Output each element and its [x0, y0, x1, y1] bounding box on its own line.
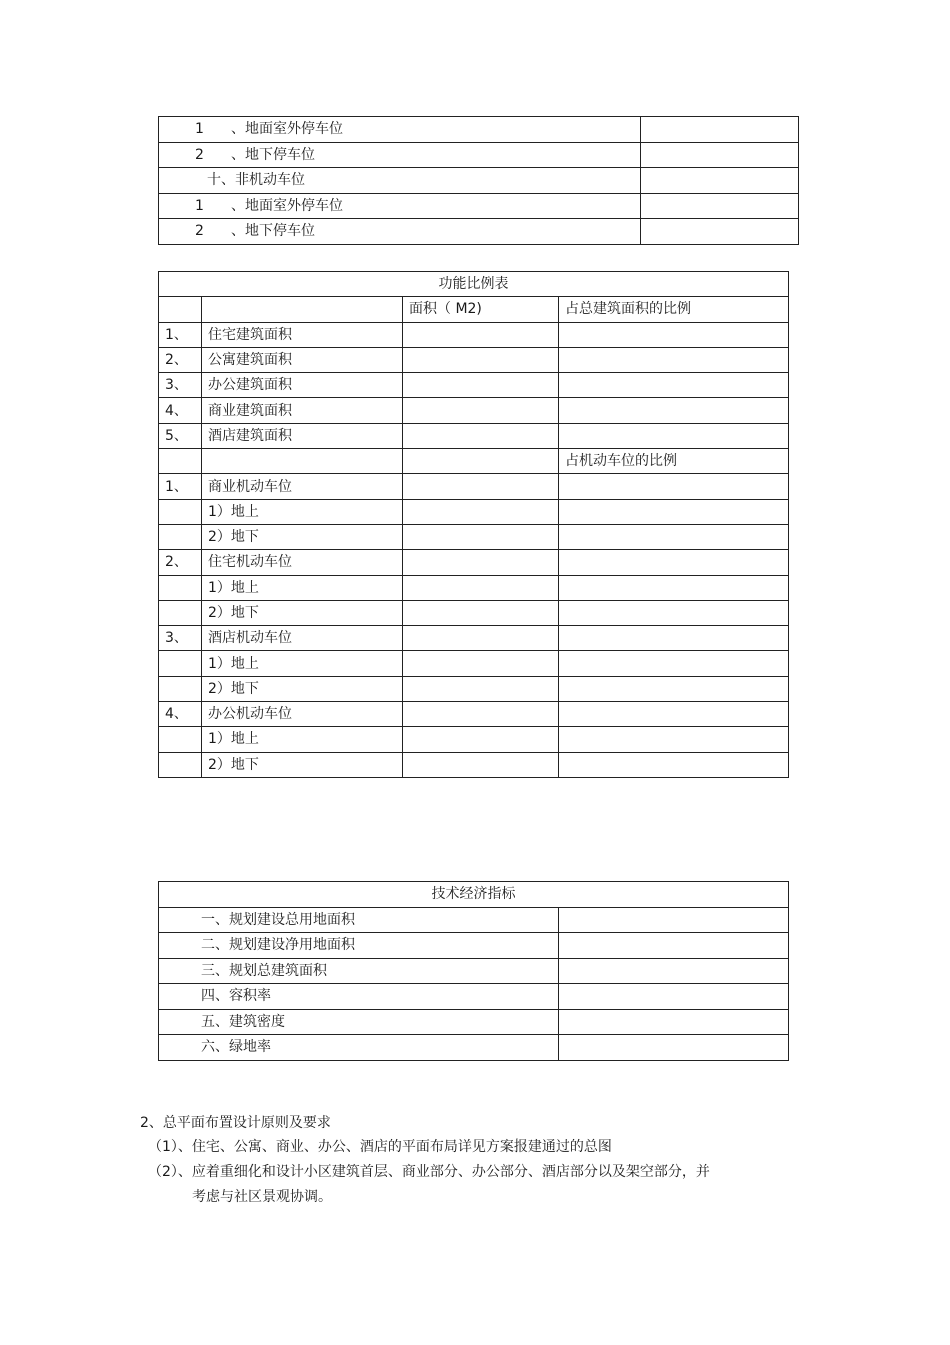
ratio-cell: [559, 550, 789, 575]
row-label: 2）地下: [202, 600, 403, 625]
row-label: 六、绿地率: [159, 1035, 559, 1061]
paragraph-item-2-continued: 考虑与社区景观协调。: [192, 1189, 332, 1205]
row-number: 2、: [159, 550, 202, 575]
row-number: 4、: [159, 398, 202, 423]
table-row: [159, 1035, 789, 1061]
table-cell: [641, 142, 799, 168]
ratio-cell: [559, 474, 789, 499]
row-number: [159, 499, 202, 524]
table-row: [159, 142, 799, 168]
table-title: 技术经济指标: [159, 882, 789, 908]
ratio-cell: [559, 575, 789, 600]
area-cell: [403, 651, 559, 676]
ratio-cell: [559, 499, 789, 524]
row-label: 一、规划建设总用地面积: [159, 907, 559, 933]
row-label: 、地面室外停车位: [231, 121, 343, 138]
area-cell: [403, 575, 559, 600]
header-cell: 占总建筑面积的比例: [559, 297, 789, 322]
table-row: [159, 550, 789, 575]
ratio-cell: [559, 398, 789, 423]
row-number: 3、: [159, 373, 202, 398]
row-label: 商业机动车位: [202, 474, 403, 499]
header-cell: [159, 449, 202, 474]
section-heading: 2、总平面布置设计原则及要求: [140, 1115, 331, 1131]
table-row: [159, 398, 789, 423]
row-number: [159, 676, 202, 701]
area-cell: [403, 524, 559, 549]
header-cell: 占机动车位的比例: [559, 449, 789, 474]
row-label: 住宅建筑面积: [202, 322, 403, 347]
row-number: 1: [195, 197, 204, 214]
header-cell: [159, 297, 202, 322]
table-row: [159, 600, 789, 625]
table-row: [159, 322, 789, 347]
ratio-cell: [559, 322, 789, 347]
ratio-cell: [559, 702, 789, 727]
row-number: 1、: [159, 474, 202, 499]
table-row: [159, 524, 789, 549]
ratio-cell: [559, 423, 789, 448]
header-cell: [202, 297, 403, 322]
table-row: [159, 626, 789, 651]
ratio-cell: [559, 752, 789, 777]
row-label: 酒店建筑面积: [202, 423, 403, 448]
row-label: 1）地上: [202, 499, 403, 524]
table-cell: [159, 193, 641, 219]
ratio-cell: [559, 626, 789, 651]
table-row: [159, 752, 789, 777]
area-cell: [403, 373, 559, 398]
table-cell: [159, 142, 641, 168]
table-cell: [641, 168, 799, 194]
table-header-row: [159, 297, 789, 322]
row-label: 办公建筑面积: [202, 373, 403, 398]
row-label: 十、非机动车位: [207, 172, 305, 189]
area-cell: [403, 550, 559, 575]
paragraph-item-1: （1）、住宅、公寓、商业、办公、酒店的平面布局详见方案报建通过的总图: [148, 1139, 612, 1155]
table-row: [159, 727, 789, 752]
table-row: [159, 984, 789, 1010]
area-cell: [403, 727, 559, 752]
value-cell: [559, 958, 789, 984]
area-cell: [403, 322, 559, 347]
row-label: 住宅机动车位: [202, 550, 403, 575]
table-title-row: [159, 272, 789, 297]
ratio-cell: [559, 676, 789, 701]
table-title: 功能比例表: [159, 272, 789, 297]
row-label: 三、规划总建筑面积: [159, 958, 559, 984]
row-label: 1）地上: [202, 575, 403, 600]
row-number: 4、: [159, 702, 202, 727]
value-cell: [559, 1035, 789, 1061]
row-number: [159, 727, 202, 752]
table-row: [159, 193, 799, 219]
table-row: [159, 373, 789, 398]
table-cell: [641, 193, 799, 219]
row-number: 5、: [159, 423, 202, 448]
table-row: [159, 168, 799, 194]
value-cell: [559, 907, 789, 933]
value-cell: [559, 933, 789, 959]
row-number: 2: [195, 223, 204, 240]
area-cell: [403, 499, 559, 524]
area-cell: [403, 398, 559, 423]
table-row: [159, 702, 789, 727]
row-label: 2）地下: [202, 752, 403, 777]
row-number: 3、: [159, 626, 202, 651]
table-row: [159, 575, 789, 600]
table-row: [159, 651, 789, 676]
table-row: [159, 933, 789, 959]
table-row: [159, 347, 789, 372]
row-label: 公寓建筑面积: [202, 347, 403, 372]
row-number: [159, 752, 202, 777]
row-label: 、地下停车位: [231, 223, 315, 240]
ratio-cell: [559, 373, 789, 398]
table-cell: [159, 117, 641, 143]
row-label: 二、规划建设净用地面积: [159, 933, 559, 959]
parking-table: [158, 116, 799, 245]
ratio-cell: [559, 524, 789, 549]
area-cell: [403, 423, 559, 448]
area-cell: [403, 600, 559, 625]
table-title-row: [159, 882, 789, 908]
table-cell: [159, 219, 641, 245]
row-number: [159, 600, 202, 625]
row-number: 1: [195, 121, 204, 138]
ratio-cell: [559, 727, 789, 752]
area-cell: [403, 474, 559, 499]
row-number: 2、: [159, 347, 202, 372]
table-cell: [159, 168, 641, 194]
row-label: 五、建筑密度: [159, 1009, 559, 1035]
row-label: 2）地下: [202, 676, 403, 701]
tech-economic-table: [158, 881, 789, 1061]
area-cell: [403, 702, 559, 727]
ratio-cell: [559, 651, 789, 676]
area-cell: [403, 347, 559, 372]
value-cell: [559, 1009, 789, 1035]
table-row: [159, 117, 799, 143]
ratio-cell: [559, 600, 789, 625]
table-cell: [641, 117, 799, 143]
row-number: 2: [195, 146, 204, 163]
row-number: 1、: [159, 322, 202, 347]
row-number: [159, 524, 202, 549]
paragraph-item-2: （2）、应着重细化和设计小区建筑首层、商业部分、办公部分、酒店部分以及架空部分，并: [148, 1164, 710, 1180]
table-cell: [641, 219, 799, 245]
header-cell: 面积（ M2): [403, 297, 559, 322]
row-label: 1）地上: [202, 651, 403, 676]
row-label: 商业建筑面积: [202, 398, 403, 423]
row-label: 办公机动车位: [202, 702, 403, 727]
table-header-row: [159, 449, 789, 474]
table-row: [159, 499, 789, 524]
value-cell: [559, 984, 789, 1010]
ratio-cell: [559, 347, 789, 372]
header-cell: [202, 449, 403, 474]
table-row: [159, 958, 789, 984]
row-label: 2）地下: [202, 524, 403, 549]
table-row: [159, 423, 789, 448]
row-label: 四、容积率: [159, 984, 559, 1010]
table-row: [159, 219, 799, 245]
header-cell: [403, 449, 559, 474]
table-row: [159, 1009, 789, 1035]
table-row: [159, 676, 789, 701]
row-number: [159, 575, 202, 600]
row-number: [159, 651, 202, 676]
table-row: [159, 907, 789, 933]
area-cell: [403, 676, 559, 701]
row-label: 、地面室外停车位: [231, 197, 343, 214]
row-label: 酒店机动车位: [202, 626, 403, 651]
function-ratio-table: [158, 271, 789, 778]
area-cell: [403, 626, 559, 651]
table-row: [159, 474, 789, 499]
area-cell: [403, 752, 559, 777]
row-label: 1）地上: [202, 727, 403, 752]
row-label: 、地下停车位: [231, 146, 315, 163]
